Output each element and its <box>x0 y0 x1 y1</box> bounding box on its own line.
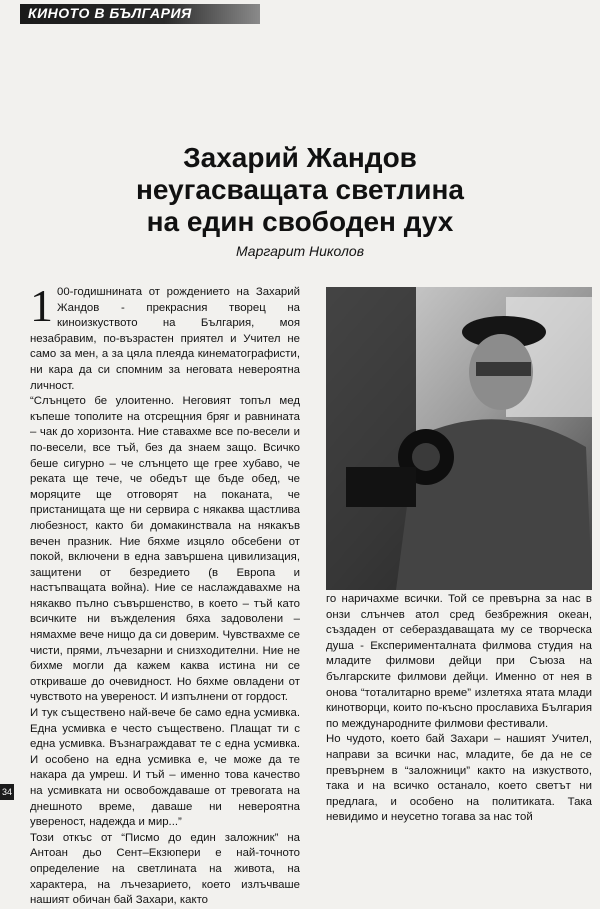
title-line-2: неугасващата светлина <box>136 174 464 205</box>
author: Маргарит Николов <box>235 243 365 259</box>
section-title: КИНОТО В БЪЛГАРИЯ <box>28 5 192 21</box>
right-column <box>326 592 592 826</box>
photo-image <box>326 287 592 590</box>
paragraph: го наричахме всички. Той се превърна за нас в онзи слънчев атол сред безбрежния океан, създаден от себераздаващата му се творческа душа - Експерименталната филмова студия на младите филмови дейци при Съюза на българските филмови дейци. Именно от нея в онова “тоталитарно време” излетяха ятата млади кинотворци, които по-късно прославиха България по международните филмови фестивали. <box>326 593 592 730</box>
article-title <box>0 142 600 238</box>
paragraph: Но чудото, което бай Захари – нашият Учител, направи за всички нас, младите, бе да не се превърнем в “заложници” както на изкуството, така и на всичко останало, което светът ни предлага, и особено на политиката. Така невидимо и неусетно тогава за нас той <box>326 733 592 824</box>
title-line-3: на един свободен дух <box>146 206 454 237</box>
dropcap: 1 <box>30 280 53 331</box>
title-line-1: Захарий Жандов <box>183 142 417 173</box>
paragraph-text: 00-годишнината от рождението на Захарий Жандов - прекрасния творец на киноизкуството на България, моя незабравим, по-възрастен приятел и Учител не само за мен, а за цяла плеяда кинематографисти, ни кара да си спомним за неговата невероятна личност. <box>30 286 300 392</box>
page-number: 34 <box>0 784 14 800</box>
paragraph: И тук съществено най-вече бе само една усмивка. Една усмивка е често съществено. Плащат ти с една усмивка. Възнаграждават те с една усмивка. И особено на една усмивка е, че може да те накара да умреш. И тъй – именно това качество на усмивката ни освобождаваше от тревогата на днешното време, даваше ни невероятна увереност, надежда и мир...” <box>30 707 300 829</box>
section-header <box>20 4 260 24</box>
paragraph: Този откъс от “Писмо до един заложник” на Антоан дьо Сент–Екзюпери е най-точното определение на светлината на живота, на характера, на лъчезарието, което излъчваше нашият обичан бай Захари, както <box>30 831 300 907</box>
left-column <box>30 280 300 909</box>
paragraph: “Слънцето бе улоитенно. Неговият топъл мед къпеше тополите на отсрещния бряг и равнината – чак до хоризонта. Ние ставахме все по-весели и по-весели, все тъй, без да знаем защо. Всичко беше сигурно – че слънцето ще грее хубаво, че реката ще тече, че обедът ще бъде обед, че моряците ще отговорят на поканата, че пристанищата ще ни сервира с някаква щастлива любезност, както би домакинствала на някакъв вечен празник. Ние бяхме изцяло обсебени от покой, включени в една завършена цивилизация, защитени от безредието (в Европа и настъпващата война). Ние се наслаждавахме на някакво пълно съвършенство, в което – тъй като всичките ни въжделения бяха задоволени – нямахме вече нищо да си доверим. Чувствахме се чисти, прями, лъчезарни и снизходителни. Ние не бихме могли да кажем каква истина ни се откриваше до очевидност. Но бяхме овладени от чувството на увереност. И изпълнени от гордост. <box>30 395 300 704</box>
portrait-photo <box>326 287 592 590</box>
paragraph <box>30 280 300 394</box>
